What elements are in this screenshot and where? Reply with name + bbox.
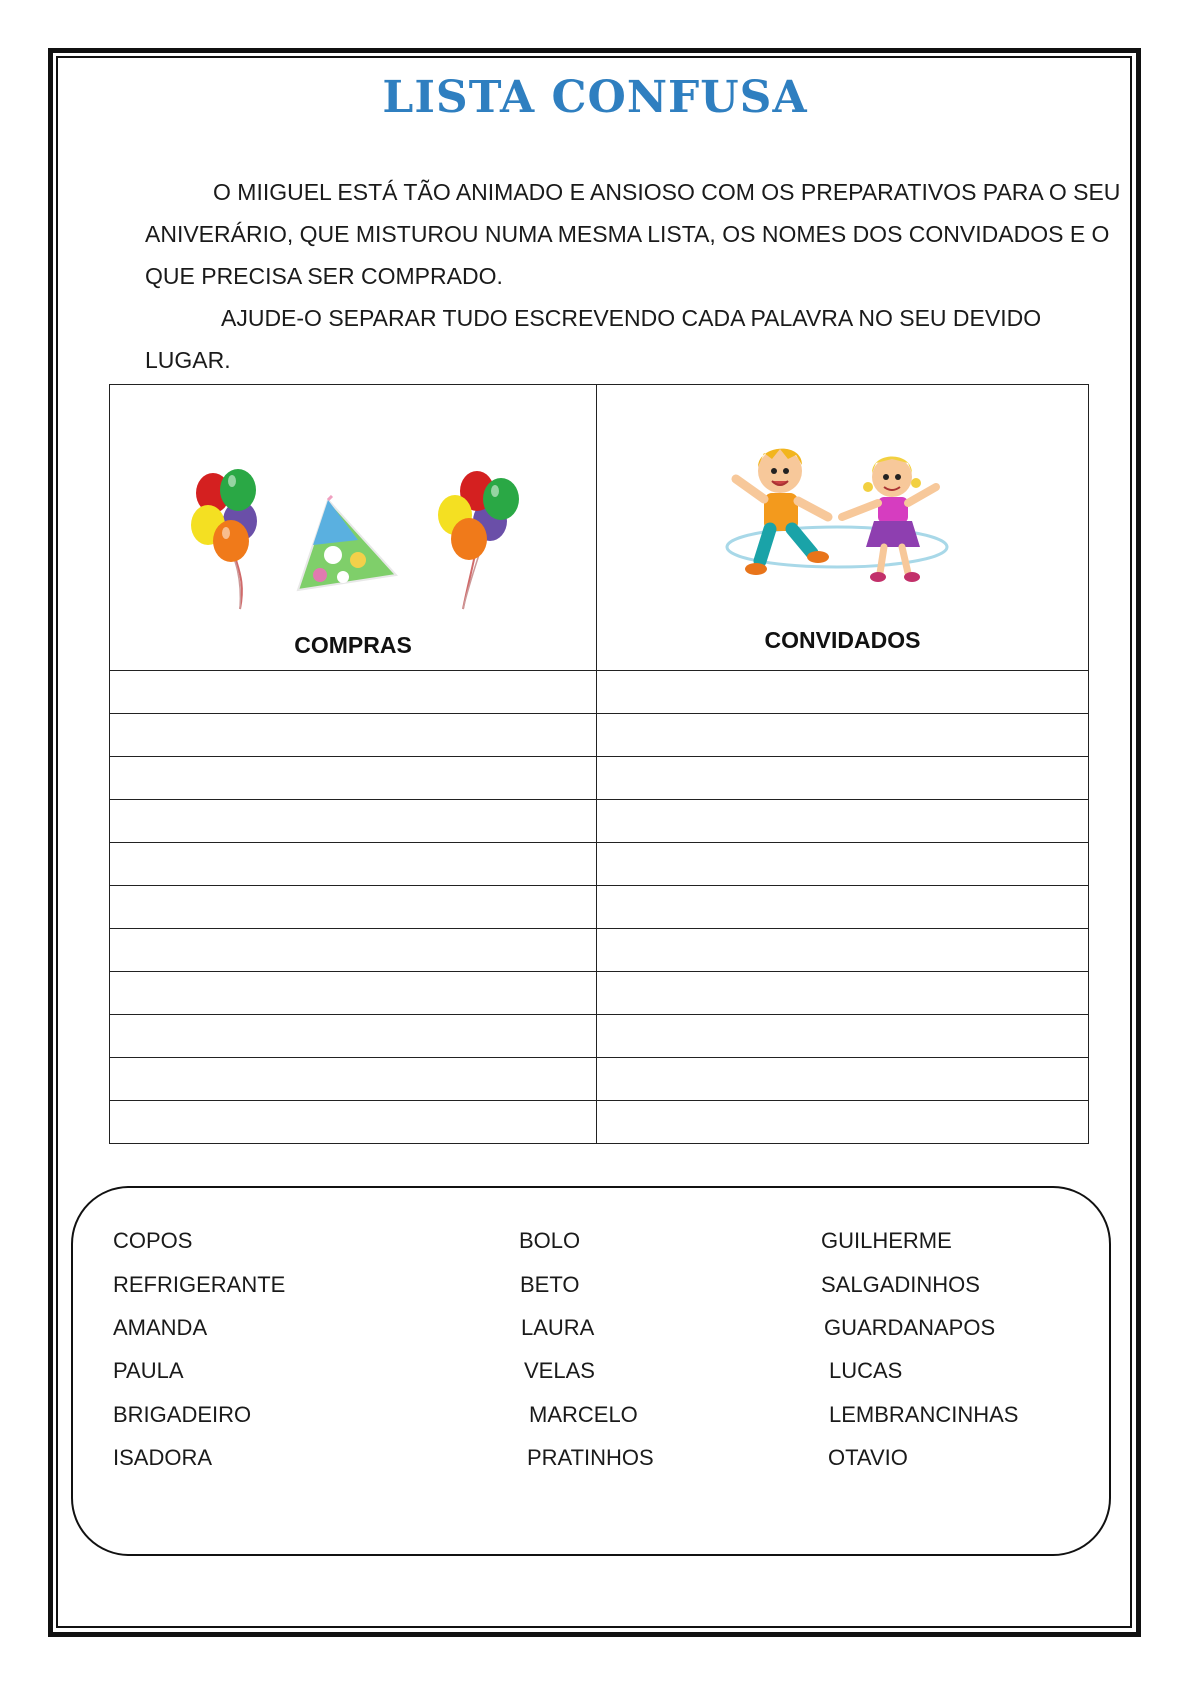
compras-answer-cell[interactable]	[110, 1058, 597, 1101]
blank-answer-row	[110, 1015, 1089, 1058]
convidados-header-cell	[597, 385, 1089, 671]
word-bank-item: PRATINHOS	[527, 1445, 654, 1470]
blank-answer-row	[110, 714, 1089, 757]
blank-answer-row	[110, 886, 1089, 929]
convidados-answer-cell[interactable]	[597, 843, 1089, 886]
balloons-left-icon	[188, 469, 278, 614]
convidados-answer-cell[interactable]	[597, 1101, 1089, 1144]
word-bank-item: COPOS	[113, 1228, 193, 1253]
convidados-answer-cell[interactable]	[597, 1058, 1089, 1101]
word-bank-item: BETO	[520, 1272, 580, 1297]
convidados-column-label: CONVIDADOS	[764, 627, 921, 653]
compras-answer-cell[interactable]	[110, 714, 597, 757]
compras-answer-cell[interactable]	[110, 843, 597, 886]
compras-answer-cell[interactable]	[110, 671, 597, 714]
blank-answer-row	[110, 757, 1089, 800]
word-bank-item: PAULA	[113, 1358, 184, 1383]
word-bank-item: OTAVIO	[828, 1445, 908, 1470]
compras-answer-cell[interactable]	[110, 1101, 597, 1144]
blank-answer-row	[110, 671, 1089, 714]
page-title: LISTA CONFUSA	[382, 72, 808, 123]
blank-answer-row	[110, 1058, 1089, 1101]
convidados-answer-cell[interactable]	[597, 671, 1089, 714]
convidados-answer-cell[interactable]	[597, 714, 1089, 757]
compras-answer-cell[interactable]	[110, 800, 597, 843]
blank-answer-row	[110, 843, 1089, 886]
compras-answer-cell[interactable]	[110, 1015, 597, 1058]
convidados-answer-cell[interactable]	[597, 757, 1089, 800]
convidados-answer-cell[interactable]	[597, 886, 1089, 929]
convidados-answer-cell[interactable]	[597, 972, 1089, 1015]
blank-answer-row	[110, 1101, 1089, 1144]
word-bank-item: AMANDA	[113, 1315, 208, 1340]
word-bank-item: BOLO	[519, 1228, 581, 1253]
convidados-answer-cell[interactable]	[597, 800, 1089, 843]
compras-answer-cell[interactable]	[110, 972, 597, 1015]
word-bank-item: LEMBRANCINHAS	[829, 1402, 1019, 1427]
compras-answer-cell[interactable]	[110, 886, 597, 929]
compras-answer-cell[interactable]	[110, 929, 597, 972]
word-bank-item: REFRIGERANTE	[113, 1272, 286, 1297]
instruction-paragraph-1: O MIIGUEL ESTÁ TÃO ANIMADO E ANSIOSO COM OS PREPARATIVOS PARA O SEU ANIVERÁRIO, QUE MISTUROU NUMA MESMA LISTA, OS NOMES DOS CONVIDADOS E O QUE PRECISA SER COMPRADO.	[145, 179, 1121, 289]
blank-answer-row	[110, 800, 1089, 843]
sorting-table	[109, 384, 1089, 1144]
word-bank-item: GUARDANAPOS	[824, 1315, 996, 1340]
word-bank-item: MARCELO	[529, 1402, 638, 1427]
word-bank-item: VELAS	[524, 1358, 595, 1383]
word-bank-item: LAURA	[521, 1315, 595, 1340]
word-bank-item: GUILHERME	[821, 1228, 952, 1253]
convidados-answer-cell[interactable]	[597, 929, 1089, 972]
word-bank-item: ISADORA	[113, 1445, 213, 1470]
word-bank-item: BRIGADEIRO	[113, 1402, 252, 1427]
compras-header-cell	[110, 385, 597, 671]
convidados-answer-cell[interactable]	[597, 1015, 1089, 1058]
dancing-kids-icon	[722, 437, 957, 597]
word-bank-item: LUCAS	[829, 1358, 903, 1383]
compras-answer-cell[interactable]	[110, 757, 597, 800]
party-hat-icon	[288, 495, 408, 600]
instruction-paragraph-2: AJUDE-O SEPARAR TUDO ESCREVENDO CADA PALAVRA NO SEU DEVIDO LUGAR.	[145, 305, 1042, 373]
blank-answer-row	[110, 972, 1089, 1015]
balloons-right-icon	[435, 469, 525, 614]
compras-column-label: COMPRAS	[294, 632, 412, 658]
blank-answer-row	[110, 929, 1089, 972]
word-bank-item: SALGADINHOS	[821, 1272, 980, 1297]
